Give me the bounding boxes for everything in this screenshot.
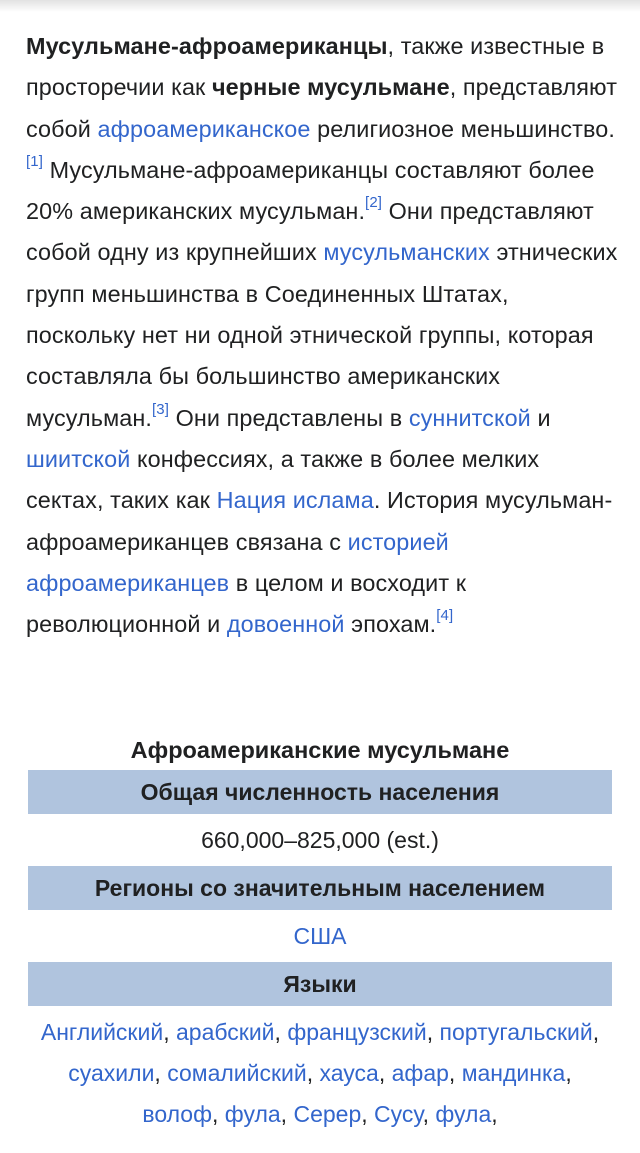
language-separator: , (274, 1019, 288, 1045)
language-link[interactable]: сомалийский (167, 1060, 307, 1086)
top-toolbar-shadow (0, 0, 640, 12)
article-text: религиозное меньшинство. (310, 115, 615, 142)
article-text: , представляют собой (26, 74, 618, 142)
language-link[interactable]: арабский (175, 1019, 275, 1045)
reference-1[interactable]: [1] (26, 153, 43, 171)
infobox-header-regions: Регионы со значительным населением (28, 866, 612, 910)
article-text: . История мусульман-афроамериканцев связана с (26, 487, 613, 555)
infobox-population-value: 660,000–825,000 (est.) (201, 827, 439, 853)
infobox-title: Афроамериканские мусульмане (130, 737, 510, 763)
language-separator: , (280, 1101, 294, 1127)
language-separator: , (448, 1060, 462, 1086)
link-antebellum[interactable]: довоенной (226, 611, 345, 638)
link-muslim[interactable]: мусульманских (323, 239, 490, 266)
article-text: в целом и восходит к революционной и (26, 569, 467, 638)
article-text: Мусульмане-афроамериканцы составляют более 20% американских мусульман. (26, 156, 595, 225)
language-link[interactable]: волоф (142, 1101, 213, 1127)
link-usa[interactable]: США (293, 923, 347, 949)
language-separator: , (212, 1101, 225, 1127)
language-separator: , (306, 1060, 320, 1086)
article-paragraph (26, 26, 622, 645)
infobox-header-languages: Языки (28, 962, 612, 1006)
reference-3[interactable]: [3] (152, 400, 169, 418)
article-text: этнических групп меньшинства в Соединенных Штатах, поскольку нет ни одной этнической группы, которая составляла бы большинство американских мусульман. (26, 239, 618, 431)
link-african-american[interactable]: афроамериканское (97, 115, 311, 142)
language-link[interactable]: фула (224, 1101, 281, 1127)
language-link[interactable]: португальский (439, 1019, 593, 1045)
language-link[interactable]: хауса (319, 1060, 379, 1086)
article-text: эпохам. (344, 611, 437, 638)
article-subject: Мусульмане-афроамериканцы (26, 33, 388, 59)
article-alt-name: черные мусульмане (211, 74, 450, 101)
link-nation-of-islam[interactable]: Нация ислама (216, 487, 374, 514)
language-separator: , (491, 1101, 498, 1127)
language-separator: , (154, 1060, 168, 1086)
language-separator: , (422, 1101, 436, 1127)
link-african-american-history[interactable]: историей афроамериканцев (26, 528, 449, 596)
language-link[interactable]: мандинка (461, 1060, 566, 1086)
language-link[interactable]: фула (435, 1101, 492, 1127)
language-link[interactable]: афар (391, 1060, 449, 1086)
infobox-languages-list (28, 1006, 612, 1135)
article-text: Они представляют собой одну из крупнейших (26, 198, 594, 266)
language-separator: , (565, 1060, 572, 1086)
language-link[interactable]: Серер (293, 1101, 362, 1127)
language-separator: , (361, 1101, 375, 1127)
reference-2[interactable]: [2] (365, 194, 383, 212)
language-separator: , (426, 1019, 440, 1045)
reference-4[interactable]: [4] (436, 607, 454, 625)
article-text: , также известные в просторечии как (26, 33, 605, 101)
link-shia[interactable]: шиитской (26, 445, 131, 472)
language-link[interactable]: суахили (68, 1060, 155, 1086)
language-separator: , (163, 1019, 176, 1045)
infobox-regions-value (28, 910, 612, 962)
language-link[interactable]: французский (287, 1019, 427, 1045)
article-text: и (530, 404, 551, 431)
language-link[interactable]: Английский (40, 1019, 164, 1045)
article-text: конфессиях, а также в более мелких сектах, таких как (26, 445, 540, 514)
infobox-header-population: Общая численность населения (28, 770, 612, 814)
language-separator: , (592, 1019, 600, 1045)
infobox (28, 730, 612, 1135)
language-link[interactable]: Сусу (374, 1101, 423, 1127)
language-separator: , (378, 1060, 392, 1086)
article-text: Они представлены в (168, 404, 409, 431)
link-sunni[interactable]: суннитской (408, 404, 531, 431)
